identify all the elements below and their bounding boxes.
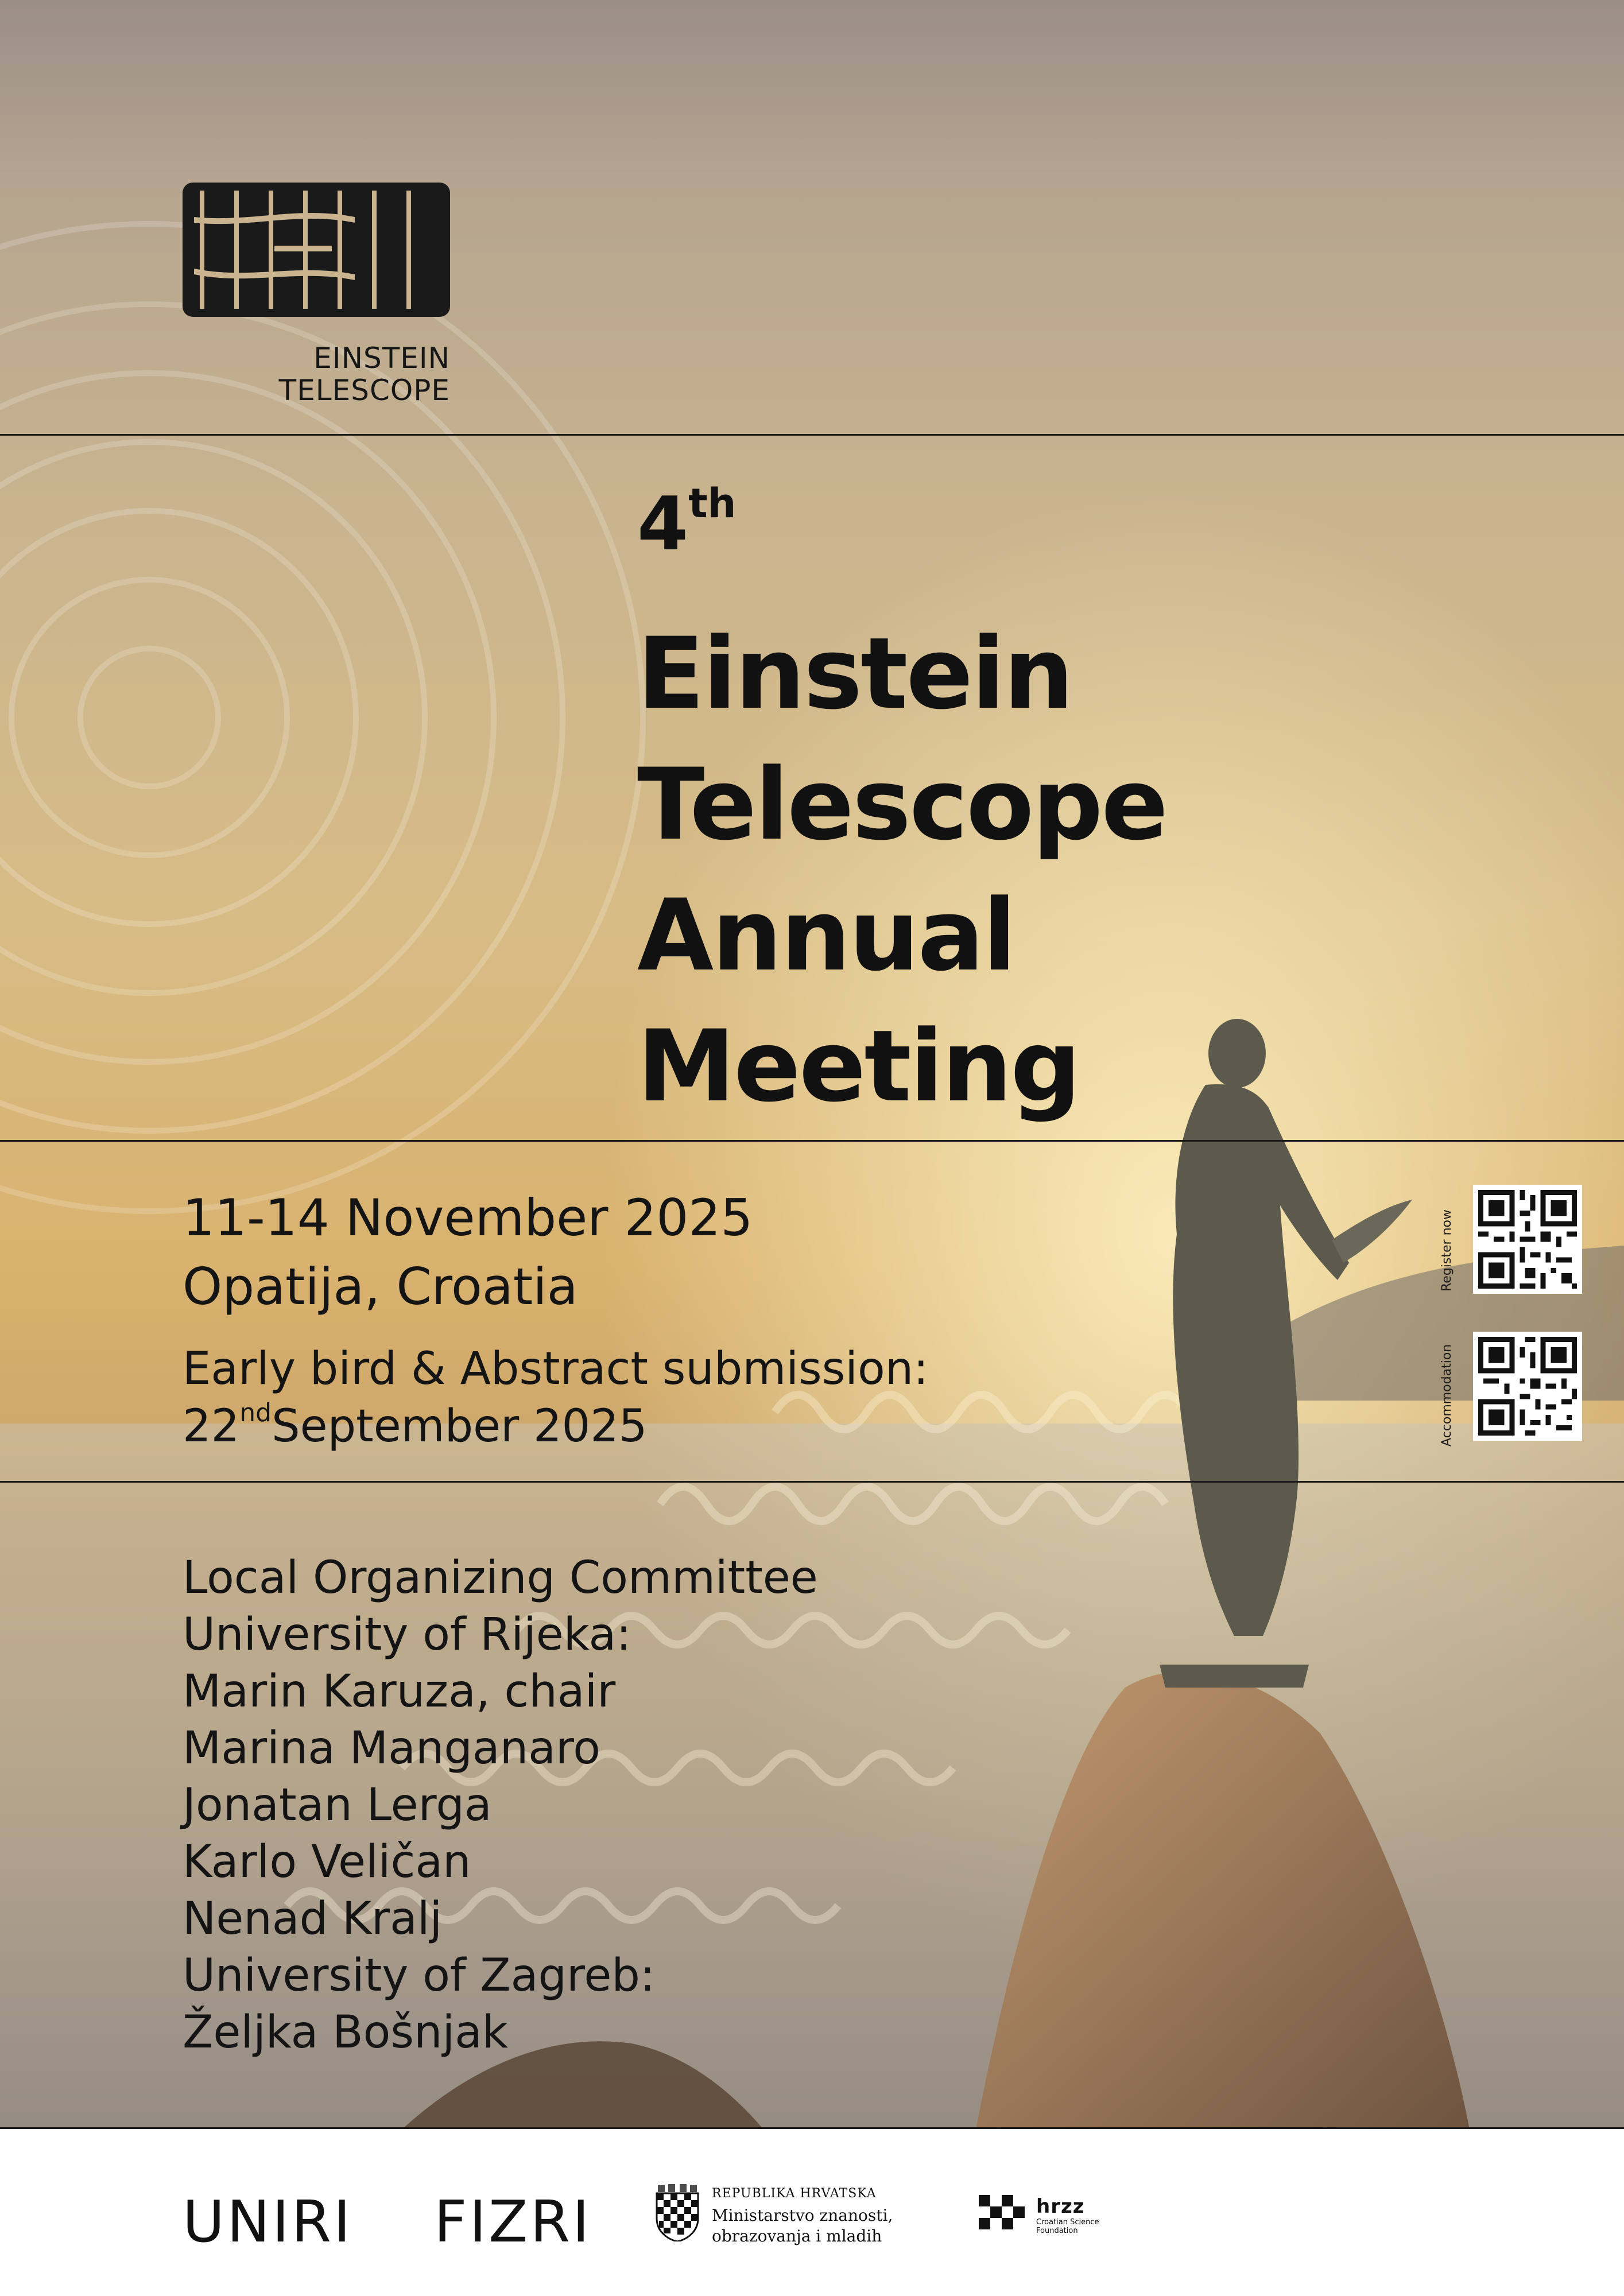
accommodation-qr-code[interactable] xyxy=(1473,1332,1582,1441)
title-line-3: Annual xyxy=(637,878,1015,993)
register-qr-label: Register now xyxy=(1440,1209,1454,1292)
logo-line-2: TELESCOPE xyxy=(278,374,450,407)
einstein-telescope-logo-icon xyxy=(183,183,450,317)
hrzz-logo xyxy=(979,2193,1111,2239)
qr-code-icon xyxy=(1473,1185,1582,1294)
deadline-date xyxy=(183,1398,648,1452)
event-title xyxy=(637,608,1166,1132)
ministry-line-2: Ministarstvo znanosti, xyxy=(712,2206,893,2225)
ministry-line-3: obrazovanja i mladih xyxy=(712,2227,882,2245)
edition-number xyxy=(637,480,737,567)
deadline-rest: September 2025 xyxy=(272,1401,648,1452)
title-line-1: Einstein xyxy=(637,616,1072,731)
deadline-suffix: nd xyxy=(239,1398,272,1428)
accommodation-qr-label: Accommodation xyxy=(1440,1344,1454,1446)
committee-member: Željka Bošnjak xyxy=(183,2007,509,2058)
logo-wordmark xyxy=(183,342,450,406)
ministry-line-1: REPUBLIKA HRVATSKA xyxy=(712,2186,877,2201)
uniri-logo: UNIRI xyxy=(183,2188,353,2255)
title-line-2: Telescope xyxy=(637,747,1167,862)
committee-member: Nenad Kralj xyxy=(183,1893,443,1945)
fizri-logo: FIZRI xyxy=(434,2188,592,2255)
hrzz-mark-icon xyxy=(979,2195,1030,2235)
ministry-logo xyxy=(654,2184,930,2247)
committee-list xyxy=(183,1550,818,2061)
deadline-day: 22 xyxy=(183,1401,240,1452)
committee-member: Marin Karuza, chair xyxy=(183,1666,616,1717)
divider-1 xyxy=(0,434,1624,436)
hrzz-subtitle: Croatian Science Foundation xyxy=(1036,2218,1099,2235)
qr-code-icon xyxy=(1473,1332,1582,1441)
committee-member: Marina Manganaro xyxy=(183,1723,601,1774)
committee-member: Karlo Veličan xyxy=(183,1836,471,1888)
edition-number-value: 4 xyxy=(637,482,689,567)
edition-number-suffix: th xyxy=(688,480,737,527)
title-line-4: Meeting xyxy=(637,1009,1080,1124)
divider-2 xyxy=(0,1140,1624,1142)
register-qr-code[interactable] xyxy=(1473,1185,1582,1294)
event-dates: 11-14 November 2025 xyxy=(183,1188,753,1247)
divider-footer xyxy=(0,2127,1624,2129)
deadline-label: Early bird & Abstract submission: xyxy=(183,1343,929,1395)
committee-member: Jonatan Lerga xyxy=(183,1779,492,1831)
committee-university-zagreb: University of Zagreb: xyxy=(183,1950,656,2002)
divider-3 xyxy=(0,1481,1624,1483)
event-location: Opatija, Croatia xyxy=(183,1257,578,1316)
hrzz-name: hrzz xyxy=(1036,2195,1085,2218)
logo-line-1: EINSTEIN xyxy=(313,342,450,375)
committee-heading: Local Organizing Committee xyxy=(183,1552,818,1604)
committee-university-rijeka: University of Rijeka: xyxy=(183,1609,631,1661)
croatian-coat-of-arms-icon xyxy=(654,2184,700,2241)
